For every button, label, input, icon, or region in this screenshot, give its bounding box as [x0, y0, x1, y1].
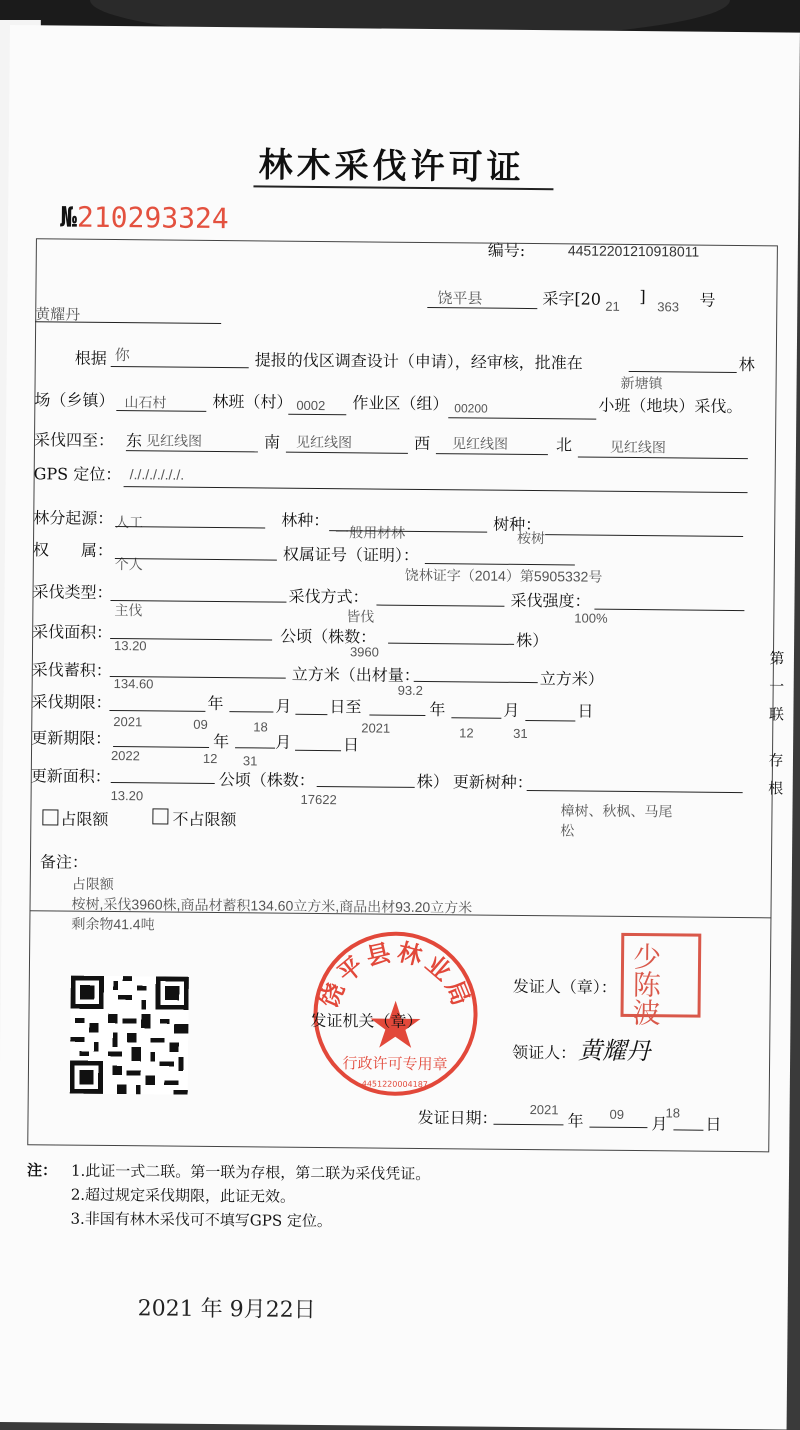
caizi-number: 363 [657, 299, 680, 315]
mianji-value: 13.20 [113, 638, 147, 654]
gengxin-shuzhong-label: 更新树种： [452, 772, 533, 793]
faz-nian: 年 [567, 1111, 584, 1131]
fangshi-value: 皆伐 [346, 608, 375, 625]
gx-nian: 年 [213, 731, 230, 752]
fangshi-label: 采伐方式： [288, 586, 369, 607]
gx-shuzhong: 樟树、秋枫、马尾 [560, 802, 673, 820]
qx-yue1: 月 [275, 696, 292, 716]
gx-m: 12 [202, 750, 218, 767]
sizhi-label: 采伐四至： [33, 430, 115, 451]
jiguan-label: 发证机关（章） [310, 1010, 423, 1032]
county-value: 饶平县 [437, 290, 483, 308]
applicant-name: 黄耀丹 [35, 306, 81, 324]
gxm-unit: 公顷（株数： [218, 770, 315, 790]
p1-b: 提报的伐区调查设计（申请），经审核，批准在 [254, 350, 583, 373]
beizhu-line2: 桉树,采伐3960株,商品材蓄积134.60立方米,商品出材93.20立方米 [71, 895, 473, 916]
qx-nian2: 年 [429, 700, 446, 720]
qiangdu-label: 采伐强度： [510, 590, 591, 611]
beizhu-label: 备注： [39, 852, 89, 872]
nan-label: 南 [263, 432, 281, 452]
note-1: 1.此证一式二联。第一联为存根，第二联为采伐凭证。 [70, 1161, 431, 1184]
faz-yue: 月 [651, 1114, 668, 1134]
issuer-seal-text: 少陈波 [628, 941, 663, 1027]
side-char-2: 一 [769, 677, 785, 696]
p2-a: 场（乡镇） [34, 390, 115, 411]
p1-you: 你 [114, 347, 130, 365]
sizhi-bei-value: 见红线图 [609, 438, 667, 456]
serial-prefix: № [60, 200, 78, 234]
caizi-bracket: ] [639, 287, 646, 307]
p2-zuoye: 00200 [454, 401, 488, 416]
p1-lin: 林 [738, 355, 755, 375]
faz-ri: 日 [705, 1114, 722, 1134]
stamp-bottom-text: 行政许可专用章 [342, 1054, 448, 1074]
note-2: 2.超过规定采伐期限，此证无效。 [70, 1185, 296, 1206]
faz-m: 09 [609, 1106, 625, 1122]
linzhong-value: 一般用材林 [335, 524, 406, 541]
lingzhengren-label: 领证人： [512, 1042, 577, 1063]
fazhengren-label: 发证人（章）： [512, 976, 617, 997]
qx-ri2: 日 [577, 701, 594, 721]
serial-value: 210293324 [76, 200, 229, 236]
p2-b: 林班（村） [212, 391, 293, 412]
xuji-label: 采伐蓄积： [31, 660, 112, 681]
buzhan-checkbox[interactable] [152, 808, 168, 824]
note-3: 3.非国有林木采伐可不填写GPS 定位。 [70, 1209, 333, 1231]
side-char-1: 第 [769, 649, 785, 668]
leixing-label: 采伐类型： [32, 582, 113, 603]
gx-y: 2022 [110, 748, 140, 764]
side-char-5: 根 [768, 779, 784, 798]
qx-y2: 2021 [361, 720, 391, 736]
faz-y: 2021 [529, 1102, 559, 1118]
p1-a: 根据 [74, 348, 107, 368]
p2-c: 作业区（组） [352, 393, 449, 414]
faz-riqi-label: 发证日期： [417, 1107, 498, 1128]
quanshuzheng-value: 饶林证字（2014）第5905332号 [404, 566, 603, 585]
p2-village: 山石村 [124, 394, 167, 411]
shuzhong-value: 桉树 [517, 529, 546, 547]
gengxin-qixian-label: 更新期限： [31, 728, 112, 749]
qx-d1: 18 [253, 719, 268, 735]
beizhu-line1: 占限额 [71, 875, 114, 893]
quanshu-value: 个人 [114, 556, 143, 573]
side-char-4: 存 [768, 751, 784, 770]
qx-m1: 09 [193, 716, 208, 732]
quanshuzheng-label: 权属证号（证明）： [282, 544, 420, 565]
mianji-label: 采伐面积： [32, 622, 113, 643]
p2-d: 小班（地块）采伐。 [598, 395, 743, 417]
biaohao-label: 编号: [487, 240, 526, 260]
mianji-zhushu: 3960 [349, 644, 379, 660]
xuji-value: 134.60 [113, 676, 154, 692]
gx-ri: 日 [343, 735, 360, 755]
bei-label: 北 [555, 435, 573, 455]
gx-yue: 月 [275, 732, 292, 752]
mianji-unit: 公顷（株数： [280, 626, 377, 647]
gps-label: GPS 定位： [33, 464, 122, 485]
gx-shuzhong-2: 松 [560, 822, 575, 839]
qiangdu-value: 100% [574, 610, 608, 626]
caizi-label: 采字[20 [542, 289, 602, 309]
sizhi-xi-value: 见红线图 [451, 435, 509, 452]
side-label [763, 644, 791, 802]
mianji-zhu-close: 株） [516, 630, 549, 651]
zhan-checkbox[interactable] [42, 809, 58, 825]
qx-rizhi: 日至 [329, 697, 362, 717]
qx-d2: 31 [513, 725, 528, 742]
gxm-zhu-close: 株） [416, 771, 449, 792]
linzhong-label: 林种： [281, 510, 330, 531]
shuzhong-label: 树种： [493, 514, 542, 535]
sizhi-nan-value: 见红线图 [295, 433, 353, 451]
qx-m2: 12 [459, 725, 474, 741]
caizi-year: 21 [605, 298, 620, 314]
p2-linban: 0002 [296, 397, 326, 414]
document-title: 林木采伐许可证 [258, 145, 525, 188]
qx-nian1: 年 [207, 693, 224, 714]
gx-mianji: 13.20 [110, 788, 144, 804]
gx-d: 31 [242, 753, 258, 769]
note-label: 注： [26, 1161, 58, 1180]
leixing-value: 主伐 [114, 602, 143, 619]
xuji-unit: 立方米（出材量： [291, 664, 420, 685]
chucai-value: 93.2 [397, 682, 424, 698]
p1-town: 新塘镇 [620, 374, 663, 392]
receiver-signature: 黄耀丹 [578, 1036, 651, 1066]
stamp-top-text: 饶平县林业局 [313, 936, 478, 1014]
side-char-3: 联 [768, 705, 785, 724]
qr-code [70, 976, 189, 1095]
buzhan-label: 不占限额 [172, 809, 237, 830]
serial-number [60, 200, 229, 235]
hao-label: 号 [699, 290, 716, 310]
quanshu-label: 权 属： [32, 540, 114, 561]
zhan-label: 占限额 [60, 809, 109, 829]
sizhi-dong-value: 见红线图 [145, 432, 203, 449]
dong-label: 东 [125, 431, 143, 451]
handwritten-date: 2021 年 9月22日 [137, 1296, 316, 1323]
qixian-label: 采伐期限： [31, 692, 112, 713]
biaohao-value: 44512201210918011 [567, 242, 700, 260]
permit-sheet [0, 25, 800, 1430]
issuer-seal [621, 933, 702, 1027]
gx-zhushu: 17622 [300, 791, 337, 808]
gengxin-mianji-label: 更新面积： [30, 766, 111, 787]
qx-yue2: 月 [503, 700, 520, 720]
beizhu-line3: 剩余物41.4吨 [71, 915, 155, 933]
stamp-code: 4451220004187 [361, 1079, 428, 1090]
chucai-unit: 立方米） [539, 669, 604, 689]
gps-value: /././././././. [129, 466, 185, 483]
xi-label: 西 [413, 433, 431, 454]
origin-value: 人工 [115, 514, 144, 531]
origin-label: 林分起源： [33, 508, 114, 529]
faz-d: 18 [665, 1105, 681, 1121]
qx-y1: 2021 [113, 714, 143, 730]
